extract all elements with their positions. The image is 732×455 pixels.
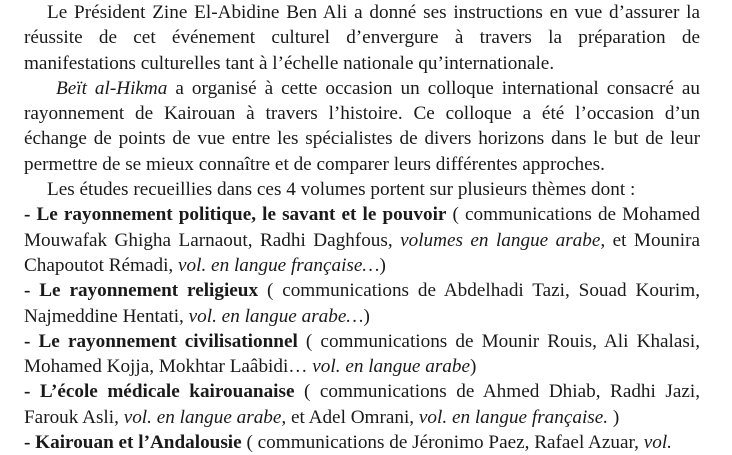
institution-name: Beït al-Hikma [56,77,168,99]
theme-item-medicale [24,379,700,430]
theme-volume-note: vol. en langue arabe [312,356,471,378]
theme-text: ) [470,356,477,378]
theme-volume-note: vol. en langue arabe… [188,305,364,327]
theme-volume-note: vol. en langue française… [178,254,380,276]
theme-title: - L’école médicale kairouanaise [24,381,295,403]
theme-volume-note: vol. [643,432,672,454]
theme-title: - Le rayonnement politique, le savant et le pouvoir [24,204,447,226]
theme-item-politique [24,202,700,278]
paragraph-themes-intro: Les études recueillies dans ces 4 volumes portent sur plusieurs thèmes dont : [47,179,636,201]
theme-text: et Adel Omrani, [286,406,419,428]
paragraph-colloque-text: a organisé à cette occasion un colloque international consacré au rayonnement de Kairouan à travers l’histoire. Ce colloque a été l’occasion d’un échange de points de vue entre les spécialistes de divers horizons dans le but de leur permettre de se mieux connaître et de comparer leurs différentes approches. [24,77,700,175]
theme-text: ( communications de Mohamed Mouwafak Ghigha Larnaout, Radhi Daghfous, [24,204,700,251]
theme-title: - Kairouan et l’Andalousie [24,432,242,454]
theme-text: ) [363,305,370,327]
paragraph-colloque [24,76,700,177]
theme-item-religieux [24,278,700,329]
theme-text: et Mounira Chapoutot Rémadi, [24,229,700,276]
theme-title: - Le rayonnement civilisationnel [24,330,298,352]
theme-text: ( communications de Jéronimo Paez, Rafael Azuar, [241,432,644,454]
theme-title: - Le rayonnement religieux [24,280,259,302]
paragraph-intro: Le Président Zine El-Abidine Ben Ali a donné ses instructions en vue d’assurer la réussite de cet événement culturel d’envergure à travers la préparation de manifestations culturelles tant à l’échelle nationale qu’internationale. [24,2,700,74]
theme-text: ) [379,254,386,276]
theme-text: ( communications de Mounir Rouis, Ali Khalasi, Mohamed Kojja, Mokhtar Laâbidi… [24,330,700,378]
theme-text: ( communications de Abdelhadi Tazi, Souad Kourim, Najmeddine Hentati, [24,280,700,327]
theme-text: ( communications de Ahmed Dhiab, Radhi Jazi, Farouk Asli, [24,381,700,428]
theme-item-andalousie [24,430,700,455]
theme-volume-note: volumes en langue arabe, [400,229,606,251]
theme-item-civilisationnel [24,329,700,380]
theme-volume-note: vol. en langue arabe, [123,406,287,428]
theme-volume-note: vol. en langue française. [418,406,609,428]
document-body [24,0,700,455]
theme-text: ) [608,406,620,428]
